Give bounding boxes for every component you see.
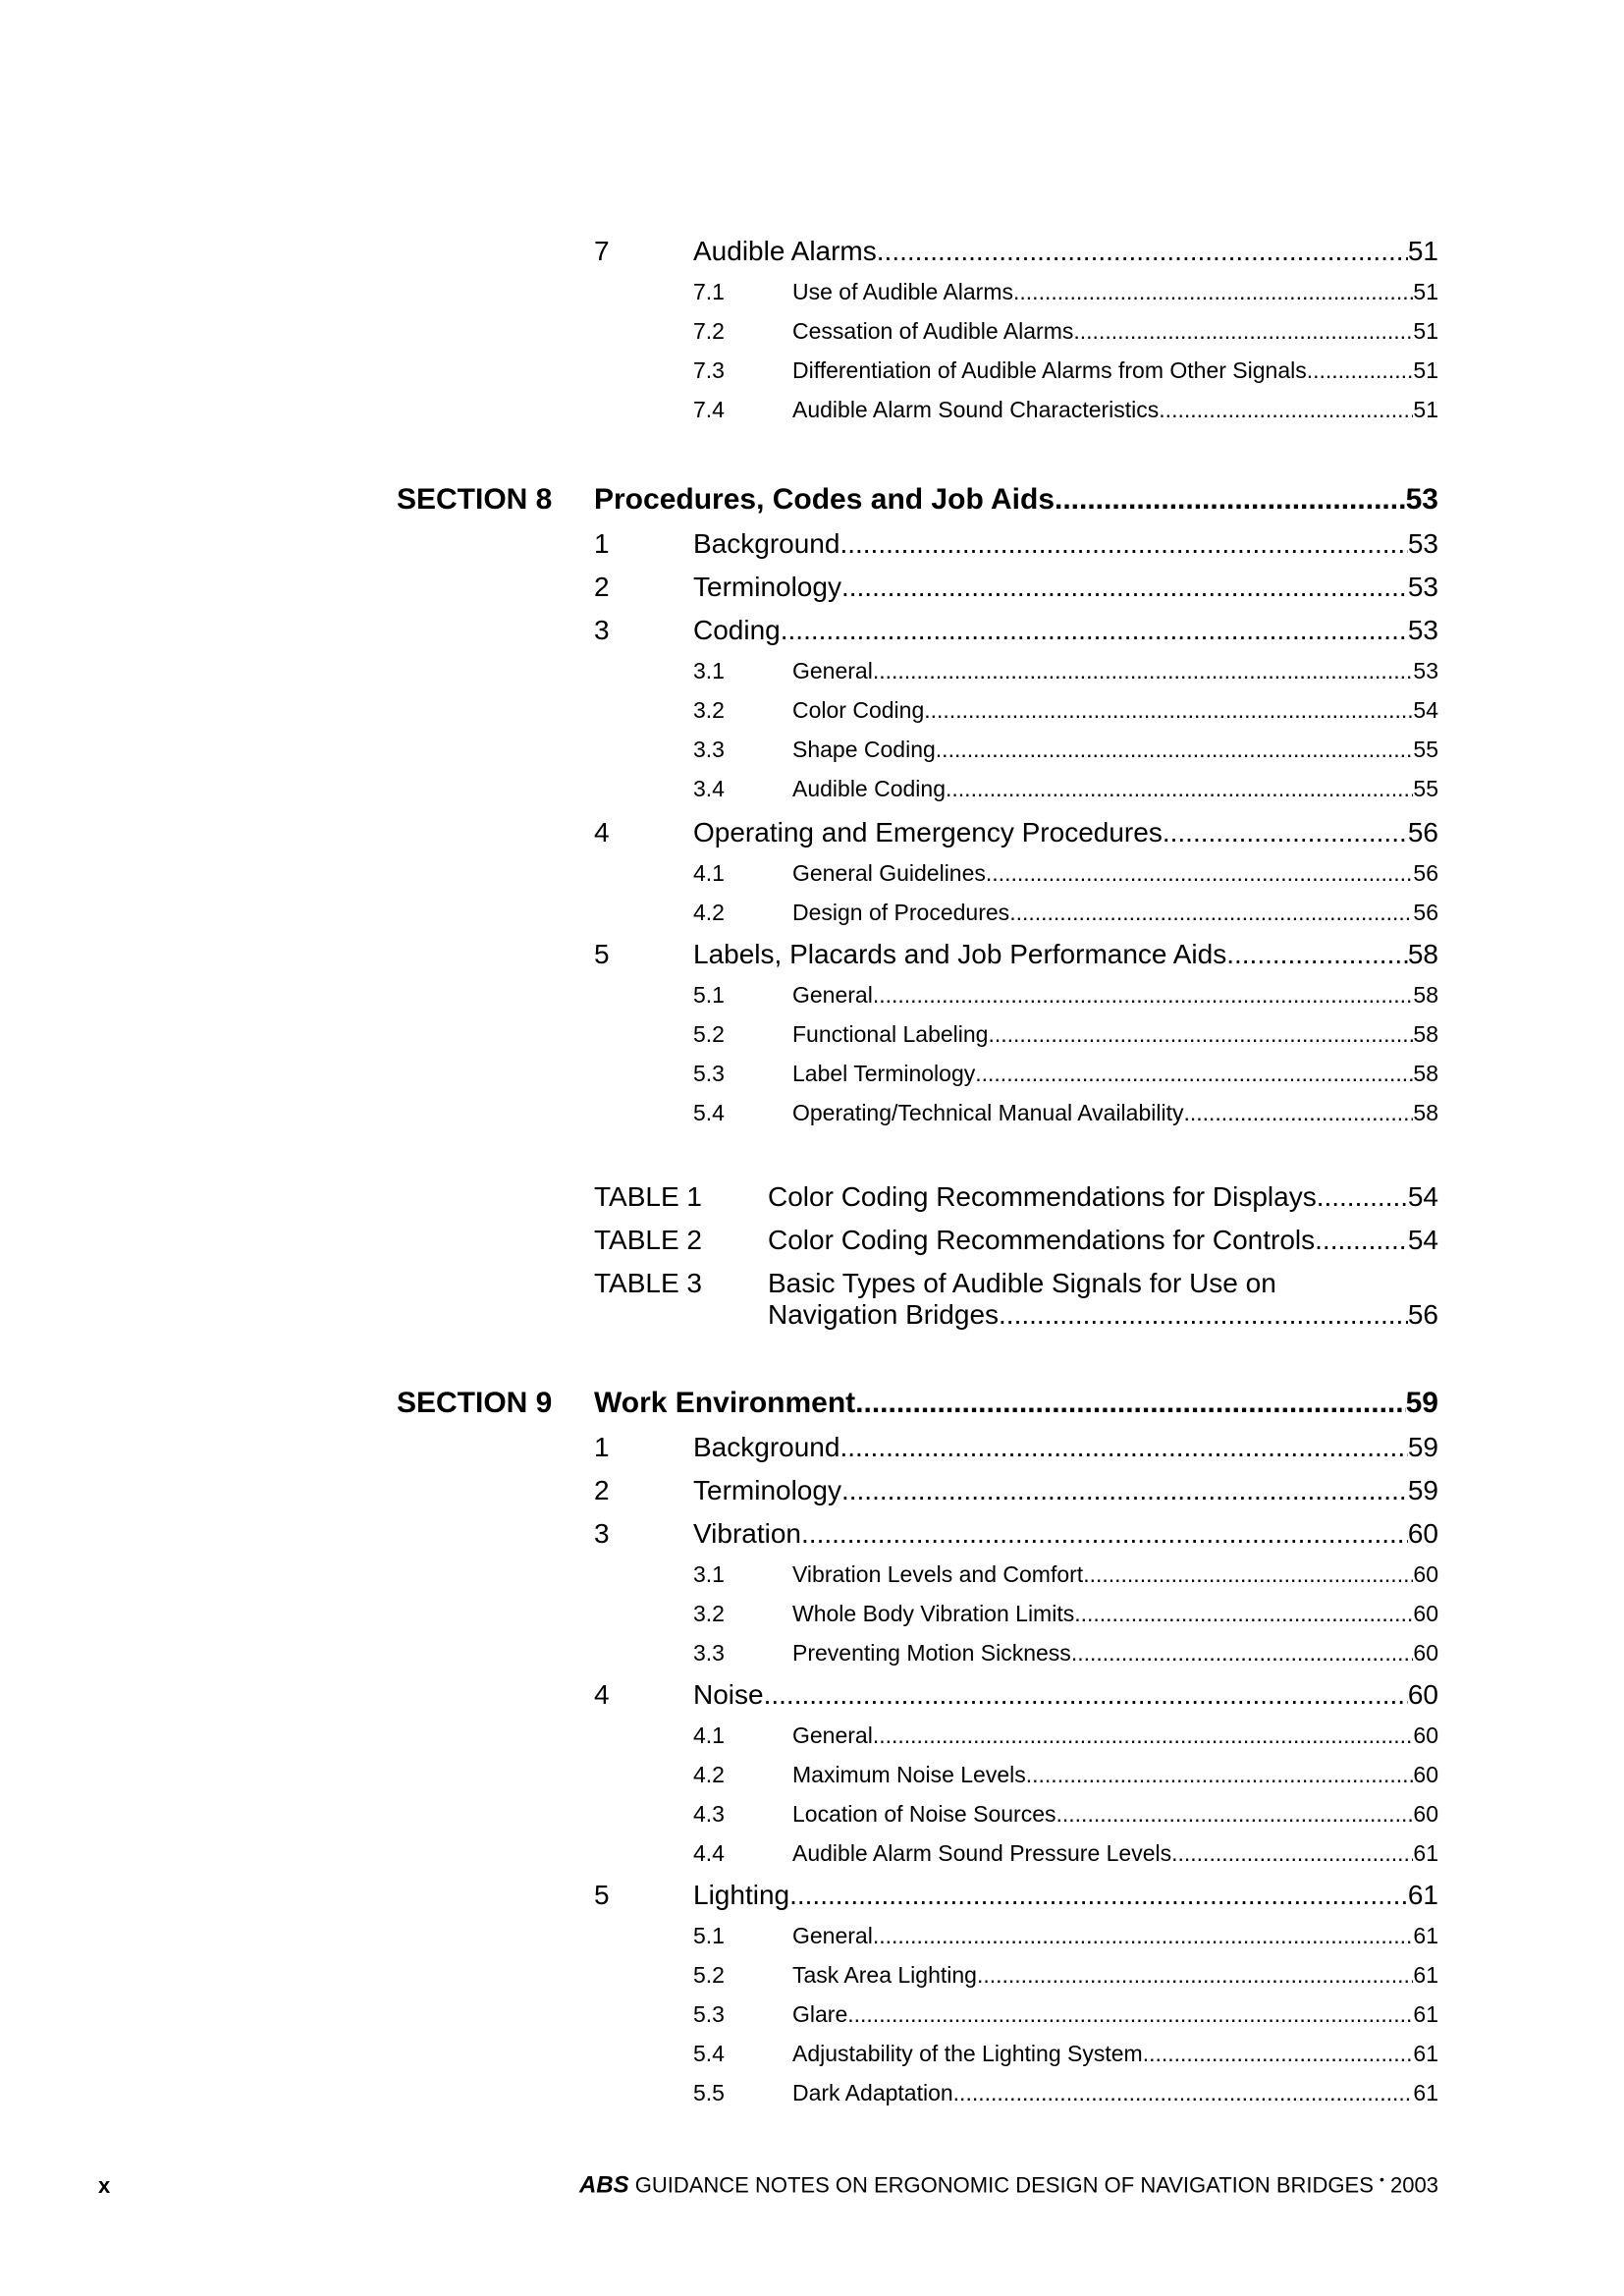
- toc-entry[interactable]: 1 Background ..... 53: [594, 528, 1438, 560]
- toc-subentry[interactable]: 5.3 Glare ..... 61: [693, 2001, 1438, 2028]
- toc-entry[interactable]: 7 Audible Alarms ..... 51: [594, 236, 1438, 267]
- toc-subentry[interactable]: 7.3 Differentiation of Audible Alarms from Other Signals ..... 51: [693, 357, 1438, 384]
- toc-subentry[interactable]: 5.4 Adjustability of the Lighting System ..... 61: [693, 2041, 1438, 2067]
- toc-subentry[interactable]: 4.2 Maximum Noise Levels ..... 60: [693, 1762, 1438, 1788]
- toc-table-entry[interactable]: TABLE 1 Color Coding Recommendations for Displays ..... 54: [594, 1181, 1438, 1213]
- toc-entry[interactable]: 3 Coding ..... 53: [594, 615, 1438, 646]
- toc-entry[interactable]: 2 Terminology ..... 59: [594, 1475, 1438, 1506]
- toc-subentry[interactable]: 3.3 Preventing Motion Sickness ..... 60: [693, 1640, 1438, 1667]
- footer-year: 2003: [1390, 2172, 1438, 2198]
- toc-entry[interactable]: 3 Vibration ..... 60: [594, 1518, 1438, 1550]
- toc-table-entry-continuation[interactable]: Navigation Bridges ..... 56: [768, 1299, 1438, 1331]
- section-heading-9[interactable]: SECTION 9 Work Environment ..... 59: [397, 1387, 1438, 1420]
- toc-subentry[interactable]: 4.3 Location of Noise Sources ..... 60: [693, 1801, 1438, 1828]
- toc-subentry[interactable]: 4.2 Design of Procedures ..... 56: [693, 900, 1438, 926]
- toc-entry[interactable]: 2 Terminology ..... 53: [594, 572, 1438, 603]
- toc-subentry[interactable]: 3.1 Vibration Levels and Comfort ..... 60: [693, 1561, 1438, 1588]
- toc-subentry[interactable]: 3.1 General ..... 53: [693, 658, 1438, 684]
- toc-subentry[interactable]: 5.2 Functional Labeling ..... 58: [693, 1021, 1438, 1048]
- toc-subentry[interactable]: 3.3 Shape Coding ..... 55: [693, 737, 1438, 763]
- toc-subentry[interactable]: 5.5 Dark Adaptation ..... 61: [693, 2080, 1438, 2106]
- toc-subentry[interactable]: 5.4 Operating/Technical Manual Availability ..... 58: [693, 1100, 1438, 1126]
- toc-table-entry[interactable]: TABLE 2 Color Coding Recommendations for Controls ..... 54: [594, 1225, 1438, 1256]
- footer-separator: •: [1380, 2171, 1384, 2187]
- toc-entry[interactable]: 4 Noise ..... 60: [594, 1679, 1438, 1711]
- toc-subentry[interactable]: 4.1 General ..... 60: [693, 1722, 1438, 1749]
- toc-subentry[interactable]: 5.3 Label Terminology ..... 58: [693, 1061, 1438, 1087]
- toc-entry[interactable]: 4 Operating and Emergency Procedures ..... 56: [594, 817, 1438, 848]
- toc-subentry[interactable]: 5.1 General ..... 61: [693, 1923, 1438, 1949]
- toc-table-entry[interactable]: TABLE 3 Basic Types of Audible Signals for Use on: [594, 1268, 1276, 1298]
- footer-title: GUIDANCE NOTES ON ERGONOMIC DESIGN OF NAVIGATION BRIDGES: [634, 2172, 1374, 2198]
- toc-subentry[interactable]: 3.2 Whole Body Vibration Limits ..... 60: [693, 1601, 1438, 1627]
- brand-logo: ABS: [578, 2171, 629, 2199]
- toc-subentry[interactable]: 4.1 General Guidelines ..... 56: [693, 860, 1438, 887]
- toc-subentry[interactable]: 7.4 Audible Alarm Sound Characteristics ..... 51: [693, 397, 1438, 423]
- section-heading-8[interactable]: SECTION 8 Procedures, Codes and Job Aids ..... 53: [397, 483, 1438, 517]
- page-number: x: [98, 2173, 111, 2198]
- toc-entry[interactable]: 1 Background ..... 59: [594, 1432, 1438, 1463]
- toc-entry[interactable]: 5 Lighting ..... 61: [594, 1880, 1438, 1911]
- toc-subentry[interactable]: 3.4 Audible Coding ..... 55: [693, 776, 1438, 802]
- toc-subentry[interactable]: 5.1 General ..... 58: [693, 982, 1438, 1009]
- toc-subentry[interactable]: 5.2 Task Area Lighting ..... 61: [693, 1962, 1438, 1989]
- running-footer: [579, 2171, 1438, 2199]
- toc-subentry[interactable]: 4.4 Audible Alarm Sound Pressure Levels ..... 61: [693, 1840, 1438, 1867]
- toc-subentry[interactable]: 7.2 Cessation of Audible Alarms ..... 51: [693, 318, 1438, 345]
- toc-subentry[interactable]: 7.1 Use of Audible Alarms ..... 51: [693, 279, 1438, 305]
- toc-entry[interactable]: 5 Labels, Placards and Job Performance Aids ..... 58: [594, 939, 1438, 970]
- toc-subentry[interactable]: 3.2 Color Coding ..... 54: [693, 697, 1438, 724]
